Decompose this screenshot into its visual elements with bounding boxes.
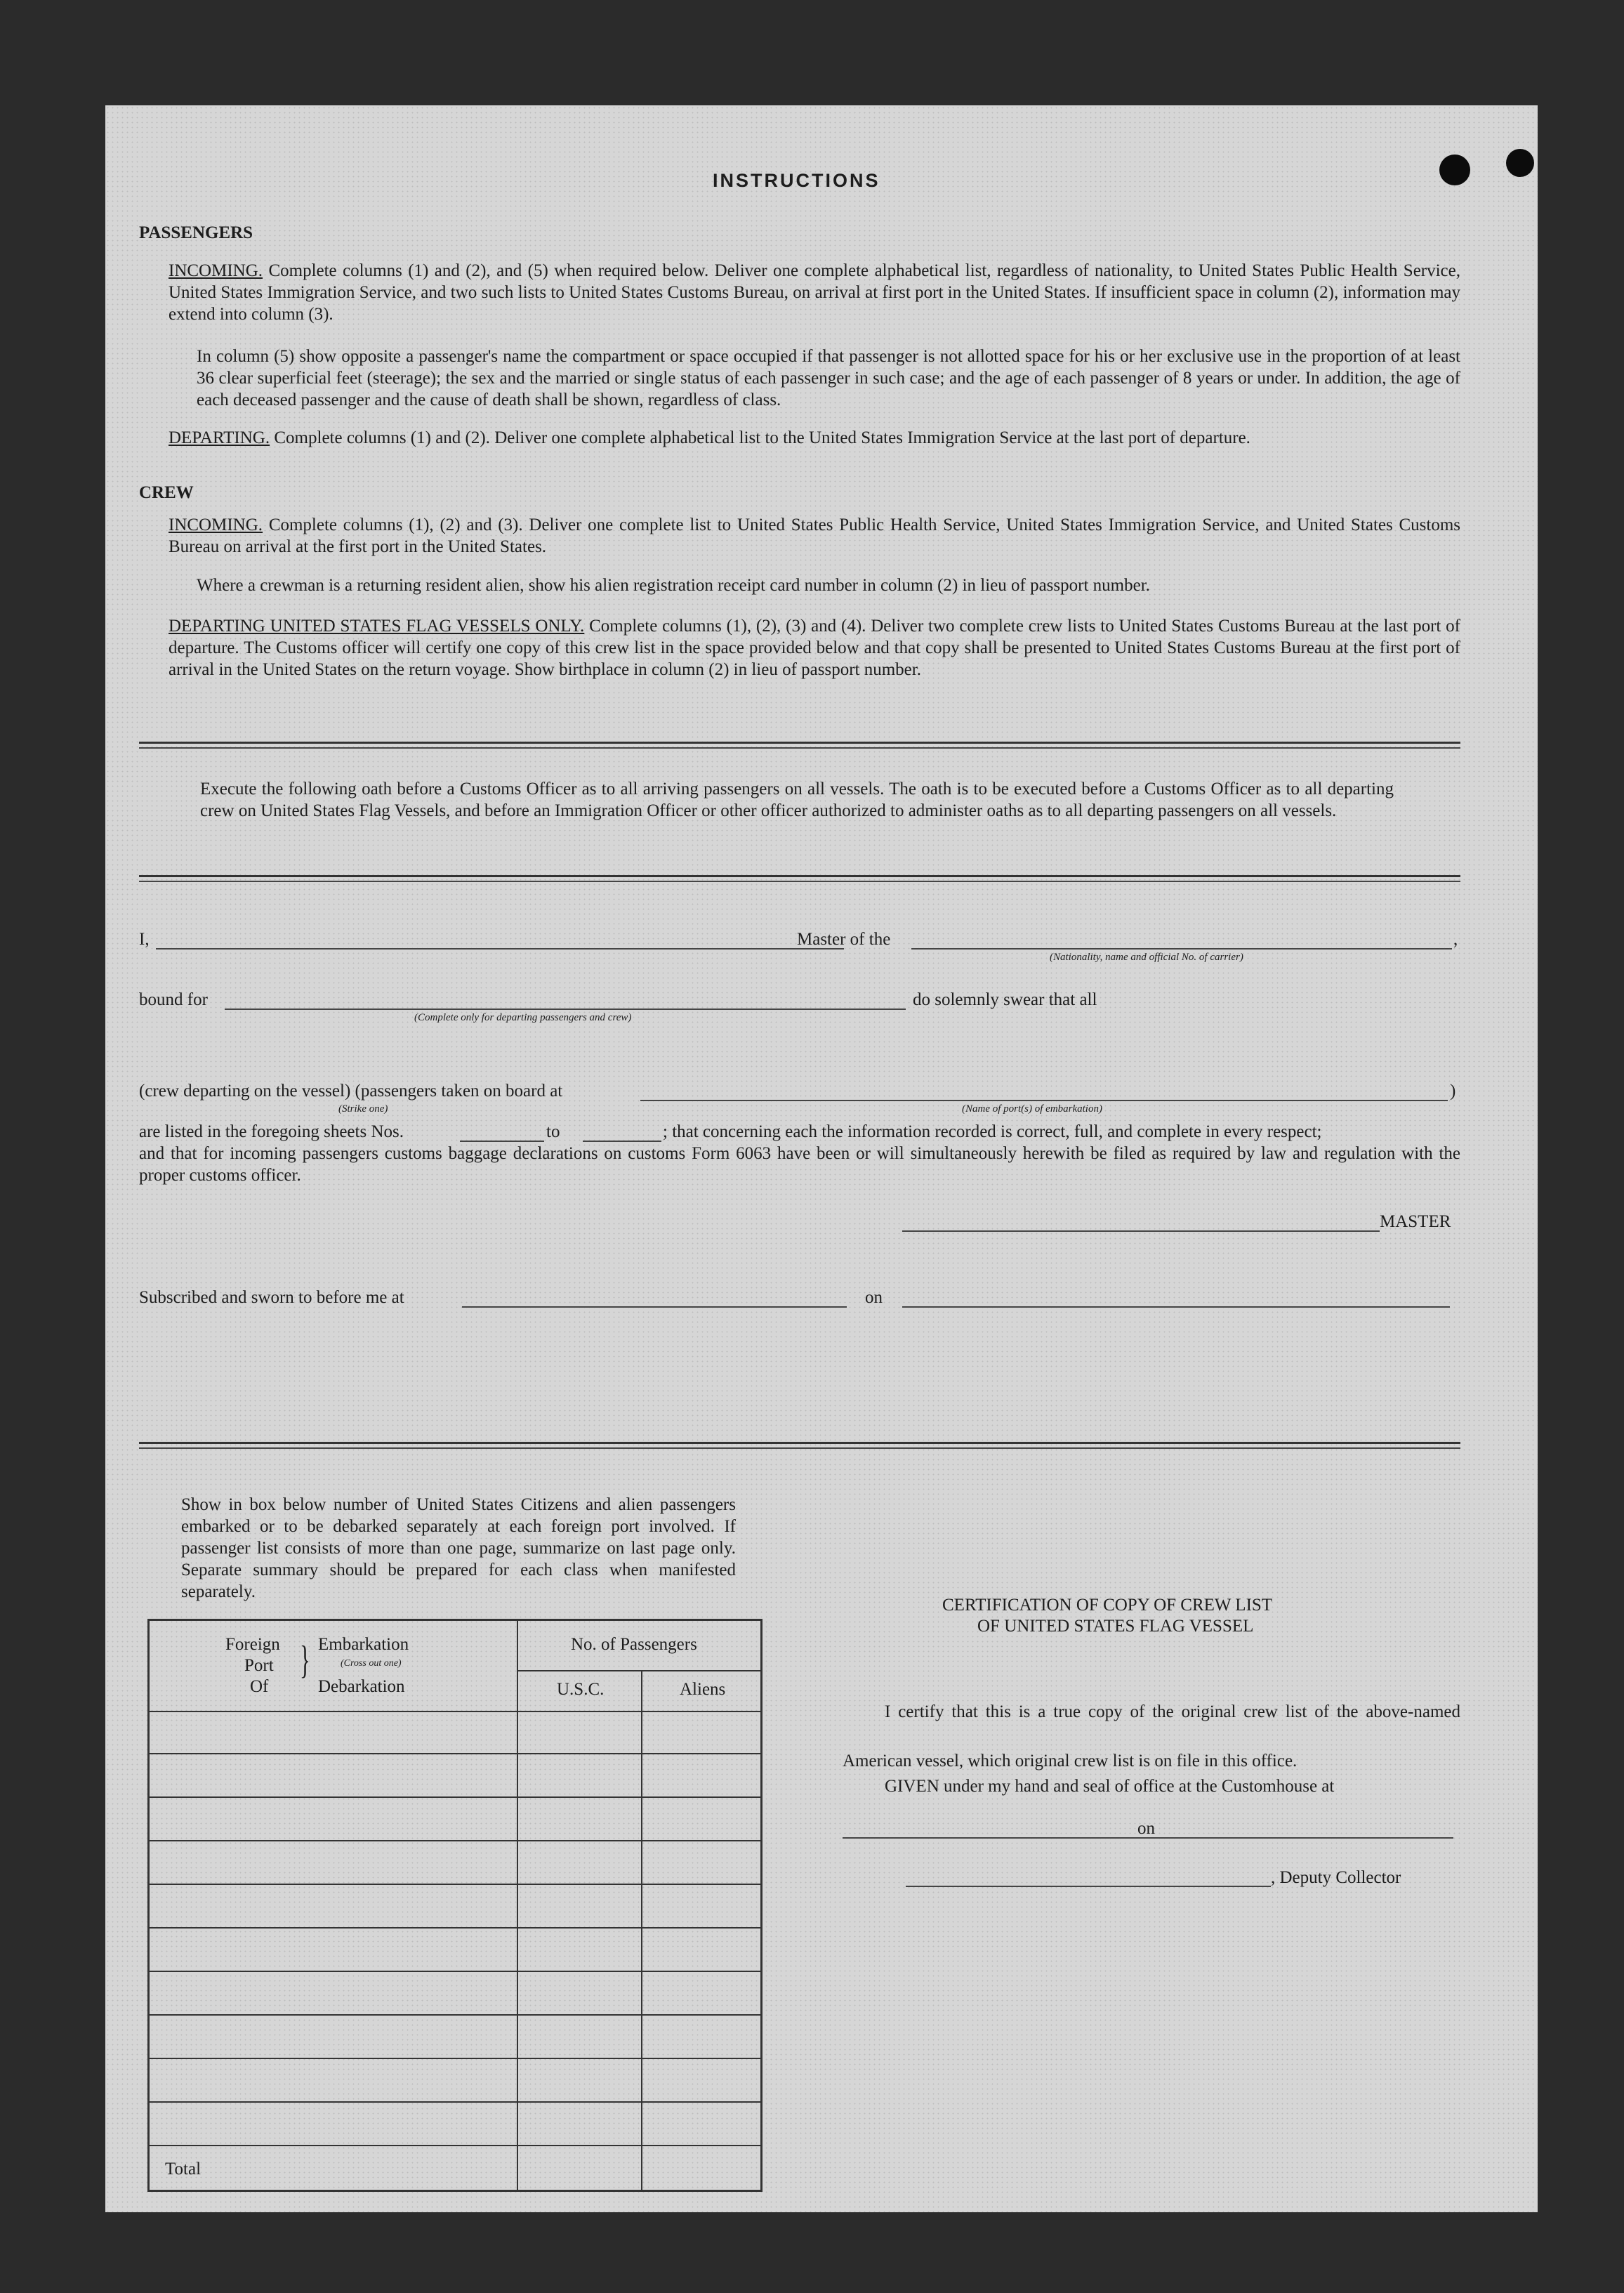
- passengers-heading: PASSENGERS: [139, 223, 253, 242]
- table-row: [150, 1753, 760, 1754]
- crew-departing-text: Complete columns (1), (2), (3) and (4). Deliver two complete crew lists to United States Customs Bureau at the last port of departure. The Customs officer will certify one copy of this crew list in the space provided below and that copy shall be presented to United States Customs Bureau at the first port of arrival in the United States on the return voyage. Show birthplace in column (2) in lieu of passport number.: [169, 617, 1460, 679]
- punch-hole: [1439, 155, 1470, 185]
- master-of-the-label: Master of the: [797, 930, 891, 949]
- nationality-hint: (Nationality, name and official No. of carrier): [1050, 952, 1243, 963]
- divider: [139, 875, 1460, 877]
- divider: [139, 1447, 1460, 1449]
- port-label: Port: [244, 1656, 274, 1675]
- certify-text: I certify that this is a true copy of the original crew list of the above-named American vessel, which original crew list is on file in this office.: [843, 1702, 1460, 1770]
- carrier-field[interactable]: [911, 948, 1452, 950]
- given-text: GIVEN under my hand and seal of office at the Customhouse at: [885, 1777, 1335, 1796]
- strike-one-hint: (Strike one): [338, 1103, 388, 1115]
- on-label: on: [865, 1288, 883, 1307]
- table-row: [150, 1840, 760, 1841]
- oath-i-label: I,: [139, 930, 150, 949]
- divider: [139, 1442, 1460, 1444]
- sworn-location-field[interactable]: [462, 1306, 847, 1308]
- table-row: [150, 1927, 760, 1929]
- divider: [139, 747, 1460, 749]
- table-row: [150, 1796, 760, 1798]
- passengers-incoming-label: INCOMING.: [169, 261, 263, 280]
- brace: }: [300, 1638, 310, 1682]
- passenger-summary-table: [147, 1619, 763, 2192]
- master-name-field[interactable]: [156, 948, 844, 950]
- divider: [139, 881, 1460, 882]
- to-label: to: [546, 1122, 560, 1141]
- table-row: [150, 1711, 760, 1712]
- sheet-from-field[interactable]: [460, 1141, 544, 1142]
- swear-text: do solemnly swear that all: [913, 990, 1097, 1009]
- bound-for-label: bound for: [139, 990, 208, 1009]
- listed-in-label: are listed in the foregoing sheets Nos.: [139, 1122, 404, 1141]
- crew-heading: CREW: [139, 483, 194, 502]
- table-row: [150, 2014, 760, 2016]
- num-passengers-header: No. of Passengers: [571, 1635, 697, 1654]
- crew-departing-text: (crew departing on the vessel) (passengers taken on board at: [139, 1082, 563, 1100]
- passengers-column5-text: In column (5) show opposite a passenger's name the compartment or space occupied if that passenger is not allotted space for his or her exclusive use in the proportion of at least 36 clear superficial feet (steerage); the sex and the married or single status of each passenger in such case; and the age of each passenger of 8 years or under. In addition, the age of each deceased passenger and the cause of death shall be shown, regardless of class.: [197, 347, 1460, 409]
- crew-resident-text: Where a crewman is a returning resident alien, show his alien registration receipt card number in column (2) in lieu of passport number.: [197, 576, 1150, 595]
- debarkation-label: Debarkation: [318, 1677, 405, 1696]
- summary-instructions: Show in box below number of United States Citizens and alien passengers embarked or to be debarked separately at each foreign port involved. If passenger list consists of more than one page, summarize on last page only. Separate summary should be prepared for each class when manifested separately.: [181, 1495, 736, 1601]
- document-page: [105, 105, 1538, 2212]
- complete-hint: (Complete only for departing passengers and crew): [414, 1012, 632, 1023]
- oath-intro: Execute the following oath before a Customs Officer as to all arriving passengers on all vessels. The oath is to be executed before a Customs Officer as to all departing crew on United States Flag Vessels, and before an Immigration Officer or other officer authorized to administer oaths as to all departing passengers on all vessels.: [200, 780, 1394, 820]
- comma: ,: [1453, 930, 1458, 949]
- passengers-incoming-paragraph: [169, 260, 1460, 325]
- baggage-text: and that for incoming passengers customs baggage declarations on customs Form 6063 have been or will simultaneously herewith be filed as required by law and regulation with the proper customs officer.: [139, 1144, 1460, 1185]
- sheet-to-field[interactable]: [583, 1141, 661, 1142]
- certification-title-line1: CERTIFICATION OF COPY OF CREW LIST: [942, 1596, 1273, 1615]
- passengers-departing-text: Complete columns (1) and (2). Deliver one complete alphabetical list to the United States Immigration Service at the last port of departure.: [274, 428, 1250, 447]
- crew-departing-paragraph: [169, 615, 1460, 681]
- sworn-date-field[interactable]: [902, 1306, 1450, 1308]
- table-header-divider: [517, 1670, 760, 1671]
- crew-incoming-text: Complete columns (1), (2) and (3). Deliver one complete list to United States Public Health Service, United States Immigration Service, and United States Customs Bureau on arrival at the first port in the United States.: [169, 515, 1461, 556]
- usc-header: U.S.C.: [557, 1680, 605, 1699]
- table-column-divider: [517, 1621, 518, 2190]
- page-title: INSTRUCTIONS: [713, 170, 880, 191]
- punch-hole: [1506, 149, 1534, 177]
- table-row: [150, 2101, 760, 2103]
- master-label: MASTER: [1380, 1212, 1451, 1231]
- divider: [139, 742, 1460, 744]
- customhouse-field[interactable]: [843, 1837, 1166, 1839]
- embarkation-label: Embarkation: [318, 1635, 409, 1654]
- embarkation-ports-field[interactable]: [640, 1100, 1448, 1101]
- cert-date-field[interactable]: [1166, 1837, 1453, 1839]
- cross-out-hint: (Cross out one): [341, 1658, 402, 1669]
- closing-paren: ): [1450, 1082, 1456, 1100]
- crew-departing-label: DEPARTING UNITED STATES FLAG VESSELS ONLY.: [169, 617, 585, 636]
- table-row: [150, 1971, 760, 1972]
- passengers-incoming-text: Complete columns (1) and (2), and (5) when required below. Deliver one complete alphabetical list, regardless of nationality, to United States Public Health Service, United States Immigration Service, and two such lists to United States Customs Bureau, on arrival at first port in the United States. If insufficient space in column (2), information may extend into column (3).: [169, 261, 1461, 324]
- table-column-divider: [641, 1670, 642, 2190]
- of-label: Of: [250, 1677, 269, 1696]
- ports-hint: (Name of port(s) of embarkation): [962, 1103, 1102, 1115]
- crew-incoming-paragraph: [169, 514, 1460, 558]
- bound-for-field[interactable]: [225, 1008, 906, 1010]
- cert-on-label: on: [1137, 1819, 1155, 1838]
- table-row: [150, 2145, 760, 2146]
- passengers-departing-label: DEPARTING.: [169, 428, 270, 447]
- subscribed-text: Subscribed and sworn to before me at: [139, 1288, 404, 1307]
- table-row: [150, 2058, 760, 2059]
- master-signature-field[interactable]: [902, 1230, 1380, 1232]
- passengers-departing-paragraph: [169, 427, 1460, 449]
- foreign-label: Foreign: [225, 1635, 280, 1654]
- deputy-collector-label: , Deputy Collector: [1271, 1868, 1401, 1887]
- crew-incoming-label: INCOMING.: [169, 515, 263, 534]
- total-label: Total: [165, 2160, 202, 2179]
- listed-rest-text: ; that concerning each the information recorded is correct, full, and complete in every respect;: [663, 1122, 1322, 1141]
- table-row: [150, 1884, 760, 1885]
- aliens-header: Aliens: [680, 1680, 726, 1699]
- certification-title-line2: OF UNITED STATES FLAG VESSEL: [977, 1617, 1254, 1636]
- deputy-signature-field[interactable]: [906, 1886, 1271, 1887]
